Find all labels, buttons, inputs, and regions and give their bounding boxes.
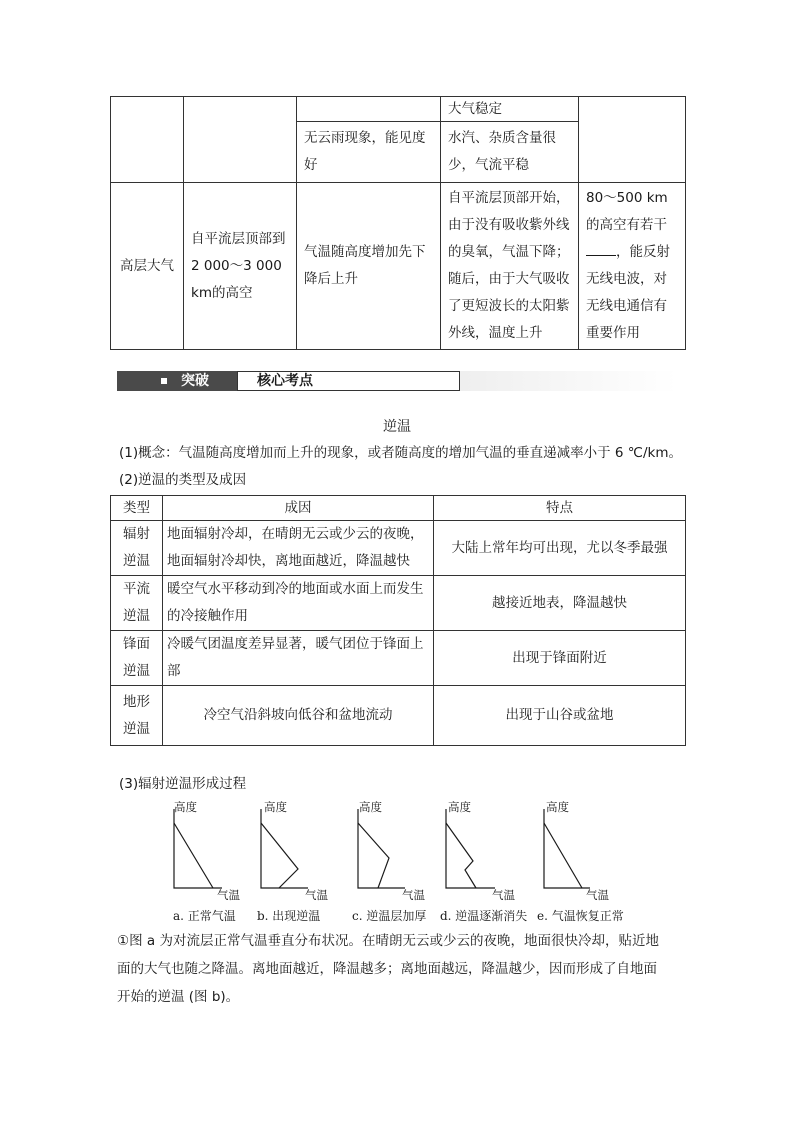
feature-text: ，能反射无线电波，对无线电通信有重要作用	[586, 244, 670, 341]
body-paragraph-line: 开始的逆温 (图 b)。	[117, 989, 240, 1005]
diagram-axes	[544, 809, 590, 888]
x-axis-label: 气温	[586, 888, 609, 902]
layer-feature-cell	[579, 183, 686, 350]
type-cell: 平流逆温	[111, 576, 163, 631]
table-row	[111, 631, 686, 686]
diagram-canvas	[160, 795, 640, 905]
table-cell-empty	[184, 97, 297, 183]
layer-temperature-cell: 气温随高度增加先下降后上升	[297, 183, 441, 350]
cause-cell: 地面辐射冷却，在晴朗无云或少云的夜晚，地面辐射冷却快，离地面越近，降温越快	[163, 521, 434, 576]
concept-paragraph: (1)概念：气温随高度增加而上升的现象，或者随高度的增加气温的垂直递减率小于 6 ℃/km。	[119, 445, 682, 461]
inversion-table	[110, 495, 686, 746]
table-row	[111, 521, 686, 576]
layer-name-cell: 高层大气	[111, 183, 184, 350]
banner-subtitle: 核心考点	[257, 373, 313, 389]
temperature-profile-line	[544, 823, 582, 888]
table-row	[111, 686, 686, 746]
x-axis-label: 气温	[217, 888, 240, 902]
section-banner	[117, 371, 677, 393]
feature-cell: 出现于锋面附近	[434, 631, 686, 686]
type-cell: 辐射逆温	[111, 521, 163, 576]
atmosphere-layer-table	[110, 96, 686, 350]
x-axis-label: 气温	[402, 888, 425, 902]
column-header: 成因	[163, 496, 434, 521]
diagram-caption: e. 气温恢复正常	[537, 909, 624, 923]
table-row	[111, 576, 686, 631]
column-header: 类型	[111, 496, 163, 521]
fill-blank	[586, 241, 616, 256]
feature-cell: 大陆上常年均可出现，尤以冬季最强	[434, 521, 686, 576]
type-cell: 地形逆温	[111, 686, 163, 746]
process-heading: (3)辐射逆温形成过程	[119, 776, 247, 792]
banner-label: 突破	[181, 373, 209, 389]
column-header: 特点	[434, 496, 686, 521]
feature-cell: 越接近地表，降温越快	[434, 576, 686, 631]
diagram-axes	[446, 809, 495, 888]
table-cell-empty	[579, 97, 686, 183]
y-axis-label: 高度	[359, 800, 382, 814]
y-axis-label: 高度	[264, 800, 287, 814]
cause-cell: 暖空气水平移动到冷的地面或水面上而发生的冷接触作用	[163, 576, 434, 631]
layer-range-cell: 自平流层顶部到2 000～3 000 km的高空	[184, 183, 297, 350]
diagram-caption: a. 正常气温	[173, 909, 236, 923]
cause-cell: 冷暖气团温度差异显著，暖气团位于锋面上部	[163, 631, 434, 686]
temperature-profile-line	[446, 823, 476, 888]
table-cell-empty	[111, 97, 184, 183]
types-heading: (2)逆温的类型及成因	[119, 472, 247, 488]
diagram-axes	[261, 809, 308, 888]
x-axis-label: 气温	[305, 888, 328, 902]
feature-text: 80～500 km 的高空有若干	[586, 190, 668, 233]
temperature-profile-line	[174, 823, 213, 888]
y-axis-label: 高度	[448, 800, 471, 814]
temperature-profile-line	[261, 823, 298, 888]
table-cell: 大气稳定	[441, 97, 579, 122]
banner-dark-block	[117, 371, 237, 391]
section-title: 逆温	[383, 419, 411, 435]
layer-cause-cell: 自平流层顶部开始，由于没有吸收紫外线的臭氧，气温下降；随后，由于大气吸收了更短波长的太阳紫外线，温度上升	[441, 183, 579, 350]
radiation-inversion-diagrams	[160, 795, 640, 925]
type-cell: 锋面逆温	[111, 631, 163, 686]
feature-cell: 出现于山谷或盆地	[434, 686, 686, 746]
diagram-caption: b. 出现逆温	[257, 909, 321, 923]
y-axis-label: 高度	[546, 800, 569, 814]
square-bullet-icon	[161, 378, 167, 384]
table-cell: 水汽、杂质含量很少，气流平稳	[441, 122, 579, 183]
diagram-caption: d. 逆温逐渐消失	[440, 909, 528, 923]
temperature-profile-line	[358, 823, 389, 888]
diagram-caption: c. 逆温层加厚	[352, 909, 427, 923]
x-axis-label: 气温	[492, 888, 515, 902]
body-paragraph-line: ①图 a 为对流层正常气温垂直分布状况。在晴朗无云或少云的夜晚，地面很快冷却，贴近地	[117, 933, 659, 949]
table-cell: 无云雨现象，能见度好	[297, 122, 441, 183]
y-axis-label: 高度	[174, 800, 197, 814]
table-cell-empty	[297, 97, 441, 122]
body-paragraph-line: 面的大气也随之降温。离地面越近，降温越多；离地面越远，降温越少，因而形成了自地面	[117, 961, 657, 977]
cause-cell: 冷空气沿斜坡向低谷和盆地流动	[163, 686, 434, 746]
diagram-axes	[174, 809, 222, 888]
diagram-axes	[358, 809, 405, 888]
